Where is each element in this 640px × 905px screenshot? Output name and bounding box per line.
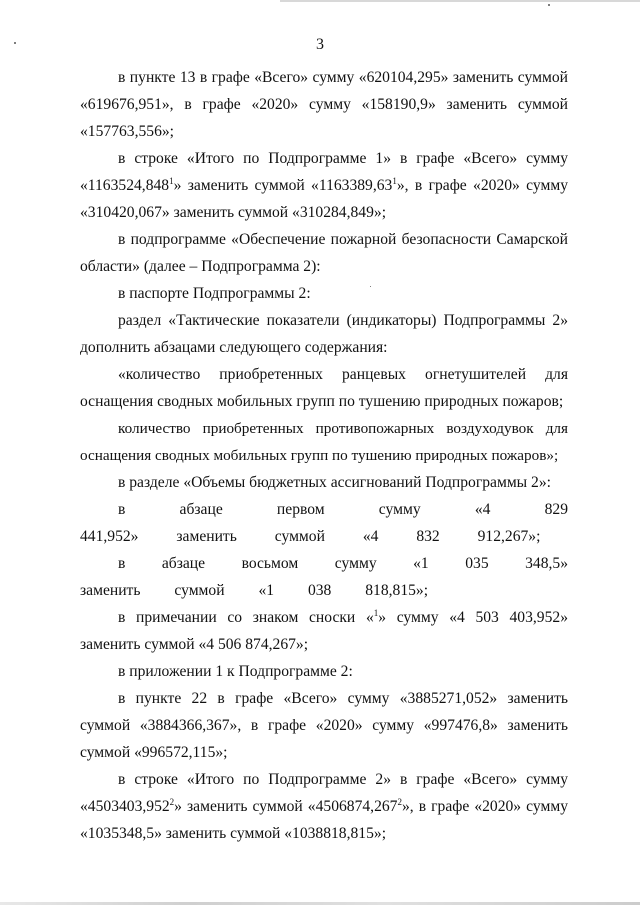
paragraph: в абзаце первом сумму «4 829 441,952» заменить суммой «4 832 912,267»;: [80, 501, 568, 545]
paragraph: раздел «Тактические показатели (индикаторы) Подпрограммы 2» дополнить абзацами следующего содержания:: [80, 312, 568, 356]
paragraph-text: в строке «Итого по Подпрограмме 2» в графе «Всего» сумму «4503403,952: [80, 771, 568, 815]
paragraph: в подпрограмме «Обеспечение пожарной безопасности Самарской области» (далее – Подпрограмма 2):: [80, 231, 568, 275]
paragraph: в разделе «Объемы бюджетных ассигнований Подпрограммы 2»:: [118, 474, 551, 491]
paragraph: в приложении 1 к Подпрограмме 2:: [118, 663, 353, 680]
paragraph-text: » заменить суммой «4506874,267: [174, 798, 398, 815]
page-number: 3: [316, 36, 324, 53]
paragraph: [80, 604, 568, 658]
paragraph: «количество приобретенных ранцевых огнетушителей для оснащения сводных мобильных групп по тушению природных пожаров;: [80, 366, 568, 410]
paragraph: в паспорте Подпрограммы 2:: [118, 285, 311, 302]
paragraph-text: », в графе «2020» сумму «310420,067» заменить суммой «310284,849»;: [80, 177, 569, 221]
paragraph-text: » сумму «4 503 403,952» заменить суммой «4 506 874,267»;: [80, 609, 568, 653]
paragraph-text: », в графе «2020» сумму «1035348,5» заменить суммой «1038818,815»;: [80, 798, 568, 842]
paragraph: количество приобретенных противопожарных воздуходувок для оснащения сводных мобильных групп по тушению природных пожаров»;: [80, 420, 568, 464]
paragraph: [80, 145, 568, 226]
paragraph: в пункте 13 в графе «Всего» сумму «620104,295» заменить суммой «619676,951», в графе «2020» сумму «158190,9» заменить суммой «157763,556»;: [80, 69, 568, 140]
document-body: [80, 64, 568, 847]
paragraph: в пункте 22 в графе «Всего» сумму «3885271,052» заменить суммой «3884366,367», в графе «2020» сумму «997476,8» заменить суммой «996572,115»;: [80, 690, 568, 761]
scan-speck: [548, 4, 550, 6]
footnote-mark: 1: [373, 608, 379, 618]
footnote-mark: 2: [397, 797, 402, 807]
paragraph-text: в примечании со знаком сноски «: [118, 609, 374, 626]
footnote-mark: 2: [169, 797, 175, 807]
paragraph: [80, 766, 568, 847]
footnote-mark: 1: [169, 176, 174, 186]
paragraph: в абзаце восьмом сумму «1 035 348,5» заменить суммой «1 038 818,815»;: [80, 555, 568, 599]
paragraph-text: в строке «Итого по Подпрограмме 1» в графе «Всего» сумму «1163524,848: [80, 150, 568, 194]
footnote-mark: 1: [392, 176, 397, 186]
scan-top-edge: [280, 0, 640, 2]
paragraph-text: » заменить суммой «1163389,63: [173, 177, 393, 194]
